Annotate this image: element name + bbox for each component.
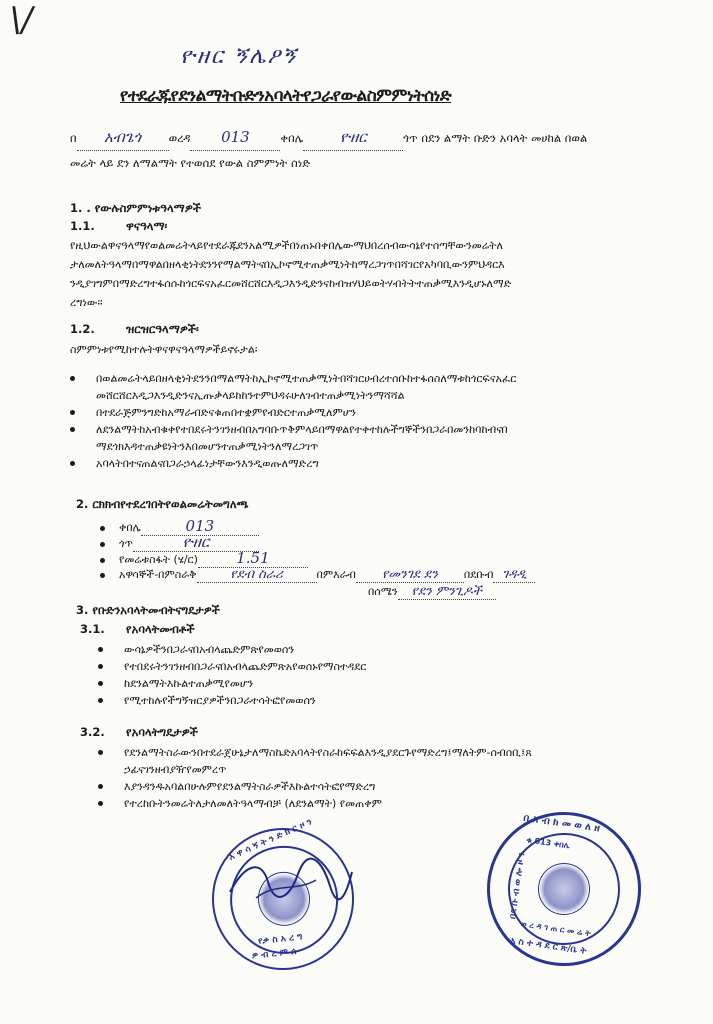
- section-3-1-title: የአባላትመብቶች: [126, 622, 195, 636]
- location-area-row: [100, 549, 308, 568]
- section-1-heading: 1. . የውሉስምምነቱዓላማዎች: [70, 201, 201, 215]
- bullet-icon: [100, 558, 105, 563]
- stamp-inner-text: ወ ረ ዳ ገ ጠ ር መ ሬ ት: [520, 919, 592, 939]
- rights-list: [124, 641, 366, 709]
- woreda-label: ወረዳ: [168, 131, 191, 145]
- stamp-lower-text: ዎ ብ ረ ም ሰ: [251, 946, 297, 962]
- boundary-west-handwriting: የመንገደ ደን: [381, 567, 438, 582]
- bullet-icon: [98, 681, 103, 686]
- bullet-icon: [70, 376, 75, 381]
- list-item-text: ኃፊናገንዘብያዥየመምረጥ: [124, 763, 227, 776]
- intro-line1-tail: ጎጥ በደን ልማት ቡድን አባላት መሀከል በወል: [403, 131, 588, 145]
- kebele-label: ቀበሌ: [280, 131, 304, 145]
- boundary-west-label: በምእራብ: [316, 568, 356, 581]
- paragraph-line: ንዲያገግምበማድረግተፋሰሱከጎርፍናአፈርመሸርሸርእዲጋእንዲድንናከብዝሃህይወትሃብትትተጠቃሚእንዲሆኑለማድ: [70, 277, 512, 290]
- intro-paragraph: [70, 125, 660, 175]
- stamp-bottom-text: የቃ ስ አ ረ ግ: [257, 932, 303, 947]
- boundary-south-fill: [398, 584, 496, 600]
- location-area-label: የመሬቱስፋት (ሄ/ር): [119, 553, 198, 566]
- boundary-west-fill: [356, 567, 464, 583]
- list-item-text: አባላትበተናጠልናበጋራኃላፊነታቸውንእንዲወጡለማድረግ: [96, 457, 319, 470]
- location-south-row: [368, 584, 496, 600]
- boundary-east-handwriting: የደብ ስራሪ: [230, 567, 283, 582]
- intro-line-2: መሬት ላይ ደን ለማልማት የተወሰደ የውል ስምምነት ሰነድ: [70, 156, 311, 170]
- bullet-icon: [70, 410, 75, 415]
- stamp-code-text: ቁ 013 ቀበሌ: [525, 835, 571, 851]
- boundary-south-label: በሰሜን: [368, 585, 398, 598]
- section-1-2-number: 1.2.: [70, 322, 95, 336]
- list-item: [124, 658, 366, 675]
- list-item: [124, 795, 532, 812]
- list-item: [96, 404, 516, 421]
- stamp-top-text: በ አ ብ ክ መ ወ ለ ዘ: [522, 812, 601, 835]
- list-item-text: መሸርሸርእዲጋእንዲድንናኢጡቃላይከከንተምህዳሩሁለገብተጠቃሚነትንማሻሻል: [96, 389, 405, 402]
- section-3-1-number: 3.1.: [80, 622, 105, 636]
- list-item: [124, 692, 366, 709]
- stamp-ring-text: አ ዋ ሳ ኝ ት ን ድ ክ ር ዞ ን: [227, 817, 314, 863]
- section-1-1-title: ዋናዓላማ፡: [126, 219, 168, 233]
- paragraph-line: የዚህውልዋናዓላማየወልመሬትላይየተደራጁደንአልሚዎችበነጠኑበቀበሌውማህበረሰብውሳኔየተሰጣቸውንመሬትለ: [70, 239, 504, 252]
- location-kebele-handwriting: 013: [185, 517, 215, 535]
- bullet-icon: [98, 664, 103, 669]
- location-got-handwriting: ዮዘር: [182, 533, 210, 551]
- location-kebele-label: ቀበሌ: [119, 521, 141, 534]
- bullet-icon: [98, 784, 103, 789]
- list-item-text: ለደንልማትከአብቁቀየተበደሩትንገንዘብበአግባቡጥቅምላይበማዋልየተቀተከሉችግኞችንበጋራበመንከባከብናበ: [96, 423, 508, 436]
- section-1-2-title: ዝርዝርዓላማዎች፡: [126, 322, 199, 336]
- boundary-east-fill: [197, 567, 317, 583]
- list-item-text: የተበደሩትንገንዘብበጋራናበአብላጨድምጽአየወሰኑየማስተዳደር: [124, 660, 367, 673]
- paragraph-line: ስምምነቱየሚከተሉትዋናዋናዓላማዎችይኖሩታል፡: [70, 343, 258, 356]
- list-item-text: ማደጎክእዳተጠቃዩነትንእበመሆንተጠቃሚነትንለማረጋገጥ: [96, 440, 319, 453]
- boundary-east-label: አዋሳኞች-በምስራቅ: [119, 568, 197, 581]
- list-item-text: የሚተከሉየችግኝዝርያዎችንበጋራተሳትፎየመወሰን: [124, 694, 316, 707]
- location-area-fill: [198, 549, 308, 568]
- kebele-value-handwriting: ዮዘር: [339, 128, 367, 146]
- location-area-handwriting: 1.51: [236, 549, 270, 567]
- list-item: [96, 421, 516, 455]
- stamp-bottom-text: አ ስ ተ ዳ ደ ር ጽ/ቤ ት: [509, 936, 588, 957]
- list-item: [96, 455, 516, 472]
- kebele-value-fill: [303, 125, 403, 151]
- kebele-name-fill: [77, 125, 169, 151]
- intro-prefix: በ: [70, 131, 77, 145]
- boundary-north-handwriting: ገዳዲ: [502, 567, 527, 582]
- list-item-text: የተረከቡትንመሬትለታለመለትዓላማብቻ (ለደንልማት) የመጠቀም: [124, 797, 382, 810]
- woreda-number-handwriting: 013: [221, 128, 250, 146]
- list-item: [124, 778, 532, 795]
- section-1-1-paragraph: [70, 236, 650, 312]
- list-item-text: እያንዳንዱአባልበሁሉምየደንልማትስራዎችእኩልተሳትፎየማድረግ: [124, 780, 376, 793]
- list-item-text: ከደንልማትእኩልተጠቃሚየመሆን: [124, 677, 254, 690]
- bullet-icon: [98, 801, 103, 806]
- section-3-heading: 3. የቡድንአባላትመብትናግዴታዎች: [76, 603, 220, 617]
- bullet-icon: [70, 427, 75, 432]
- bullet-icon: [98, 698, 103, 703]
- list-item-text: በተደራጅምንግድከአማራብድናቁጠበተቋምየብድርተጠቃሚለምሆን: [96, 406, 356, 419]
- signature-scribble: [226, 852, 356, 908]
- objectives-list: [96, 370, 516, 472]
- document-title: የተደራጁየደንልማትቡድንአባላትየጋራየውልስምምነትሰነድ: [120, 86, 452, 106]
- location-boundaries-row: [100, 567, 535, 583]
- bullet-icon: [98, 647, 103, 652]
- boundary-north-fill: [493, 567, 535, 583]
- list-item: [96, 370, 516, 404]
- duties-list: [124, 744, 532, 812]
- intro-line-1: [70, 125, 660, 151]
- bullet-icon: [100, 573, 105, 578]
- list-item: [124, 641, 366, 658]
- bullet-icon: [100, 542, 105, 547]
- list-item-text: የደንልማትስራውንበተደራጀሁኔታለማስኬድአባላትየስራከፍፍልእንዲያደርጉየማድረግ፤ማለትም-ሰብሰቢ፤ጸ: [124, 746, 532, 759]
- location-got-label: ጎጥ: [119, 537, 133, 550]
- woreda-number-fill: [190, 125, 280, 151]
- top-handwritten-note: ዮዘር ኝሌዖኝ: [180, 44, 298, 69]
- paragraph-line: ታለመለትዓላማበማዋልበዘላቂነትደንንየማልማትናበኢኮኖሚተጠቃሚነትከማረጋገጥበሻገርየአካባቢውንምህዳርእ: [70, 258, 505, 271]
- section-2-heading: 2. ርክክብየተደረገበትየወልመሬትመግለጫ: [76, 497, 249, 511]
- paragraph-line: ረግነው፡፡: [70, 296, 103, 309]
- corner-handwritten-mark: \/: [6, 0, 37, 40]
- list-item: [124, 675, 366, 692]
- kebele-name-handwriting: አብጌጎ: [104, 128, 142, 146]
- bullet-icon: [70, 461, 75, 466]
- boundary-south-handwriting: የደን ምንጊዶች: [411, 584, 482, 599]
- bullet-icon: [100, 526, 105, 531]
- section-3-2-title: የአባላትግዴታዎች: [126, 725, 198, 739]
- stamp-mid-text: በደ ቡ ብ ወ ሎ ዞ ን: [508, 851, 528, 920]
- list-item: [124, 744, 532, 778]
- right-official-stamp: [477, 802, 651, 976]
- list-item-text: ውሳኔዎችንበጋራናበአብላጨድምጽየመወሰን: [124, 643, 295, 656]
- boundary-north-label: በደቡብ: [463, 568, 494, 581]
- section-3-2-number: 3.2.: [80, 725, 105, 739]
- section-1-2-intro: [70, 340, 650, 359]
- bullet-icon: [98, 750, 103, 755]
- list-item-text: በወልመሬትላይበዘላቂነትደንንበማልማትከኢኮኖሚተጠቃሚነትበሻገርሀብረተሰቡከተፋሰስለማቱከጎርፍናአፈር: [96, 372, 517, 385]
- section-1-1-number: 1.1.: [70, 219, 95, 233]
